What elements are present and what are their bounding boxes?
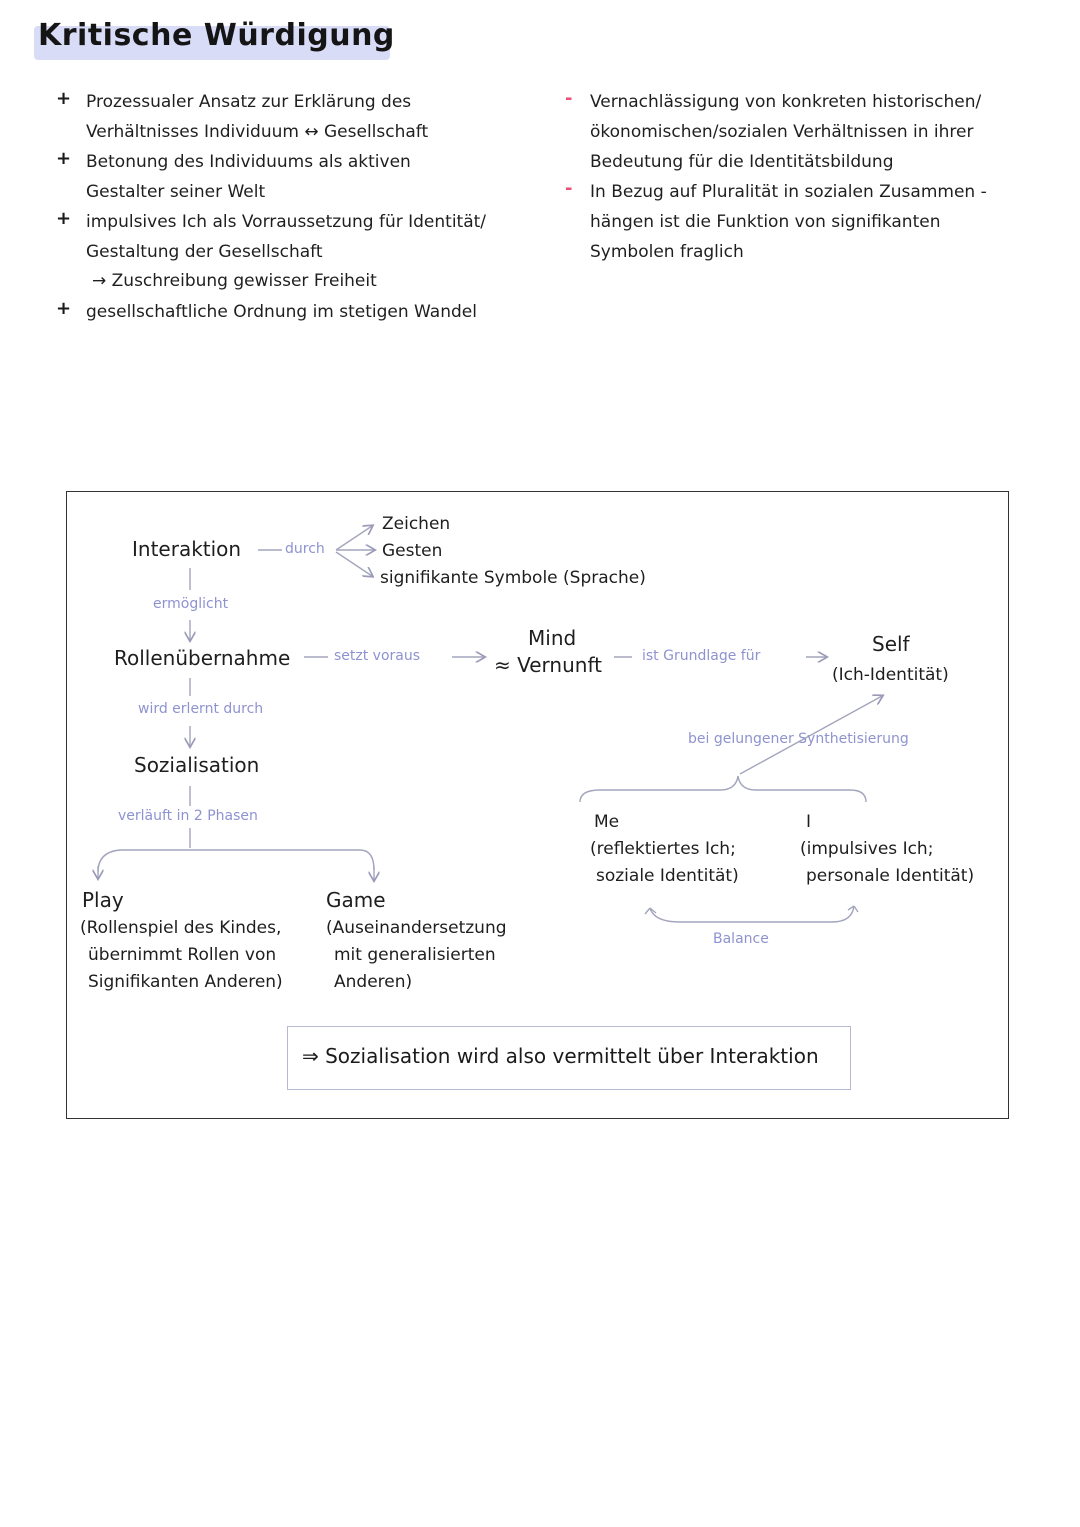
pros-line: Verhältnisses Individuum ↔ Gesellschaft <box>86 122 429 142</box>
edge-label-ermoeglicht: ermöglicht <box>153 596 229 612</box>
pros-line: Gestaltung der Gesellschaft <box>86 242 323 262</box>
node-symbole: signifikante Symbole (Sprache) <box>380 568 646 588</box>
node-game-desc: Anderen) <box>334 972 413 992</box>
page-title: Kritische Würdigung <box>38 18 395 53</box>
node-vernunft: ≈ Vernunft <box>494 653 602 677</box>
pros-line: Prozessualer Ansatz zur Erklärung des <box>86 92 412 112</box>
plus-bullet: + <box>56 208 72 229</box>
minus-bullet: - <box>565 178 573 199</box>
node-play: Play <box>82 888 124 912</box>
node-i-desc: (impulsives Ich; <box>800 839 934 859</box>
cons-line: Vernachlässigung von konkreten historischen/ <box>590 92 982 112</box>
cons-line: Symbolen fraglich <box>590 242 744 262</box>
node-game-desc: mit generalisierten <box>334 945 496 965</box>
node-me-desc: (reflektiertes Ich; <box>590 839 736 859</box>
node-me-desc: soziale Identität) <box>596 866 739 886</box>
pros-line: impulsives Ich als Vorraussetzung für Identität/ <box>86 212 487 232</box>
node-sozialisation: Sozialisation <box>134 753 260 777</box>
edge-label-wird-erlernt: wird erlernt durch <box>138 701 264 717</box>
node-i: I <box>806 812 812 832</box>
cons-line: hängen ist die Funktion von signifikanten <box>590 212 941 232</box>
pros-line: gesellschaftliche Ordnung im stetigen Wandel <box>86 302 477 322</box>
node-play-desc: übernimmt Rollen von <box>88 945 277 965</box>
node-game-desc: (Auseinandersetzung <box>326 918 507 938</box>
pros-line: Gestalter seiner Welt <box>86 182 266 202</box>
pros-line: → Zuschreibung gewisser Freiheit <box>92 271 377 291</box>
edge-label-verlaeuft: verläuft in 2 Phasen <box>118 808 258 824</box>
node-me: Me <box>594 812 620 832</box>
node-play-desc: Signifikanten Anderen) <box>88 972 283 992</box>
edge-label-balance: Balance <box>713 931 769 947</box>
edge-label-synthetisierung: bei gelungener Synthetisierung <box>688 731 909 747</box>
node-ich-identitaet: (Ich-Identität) <box>832 665 949 685</box>
node-self: Self <box>872 632 910 656</box>
node-game: Game <box>326 888 386 912</box>
cons-line: ökonomischen/sozialen Verhältnissen in ihrer <box>590 122 974 142</box>
node-interaktion: Interaktion <box>132 537 242 561</box>
cons-line: Bedeutung für die Identitätsbildung <box>590 152 894 172</box>
minus-bullet: - <box>565 88 573 109</box>
node-gesten: Gesten <box>382 541 443 561</box>
edge-label-setzt-voraus: setzt voraus <box>334 648 421 664</box>
edge-label-ist-grundlage: ist Grundlage für <box>642 648 761 664</box>
plus-bullet: + <box>56 298 72 319</box>
node-play-desc: (Rollenspiel des Kindes, <box>80 918 282 938</box>
cons-line: In Bezug auf Pluralität in sozialen Zusammen - <box>590 182 987 202</box>
node-i-desc: personale Identität) <box>806 866 975 886</box>
node-mind: Mind <box>528 626 577 650</box>
edge-label-durch: durch <box>285 541 325 557</box>
pros-line: Betonung des Individuums als aktiven <box>86 152 411 172</box>
plus-bullet: + <box>56 88 72 109</box>
plus-bullet: + <box>56 148 72 169</box>
node-rollenuebernahme: Rollenübernahme <box>114 646 291 670</box>
node-zeichen: Zeichen <box>382 514 451 534</box>
conclusion-text: ⇒ Sozialisation wird also vermittelt über Interaktion <box>302 1044 819 1068</box>
